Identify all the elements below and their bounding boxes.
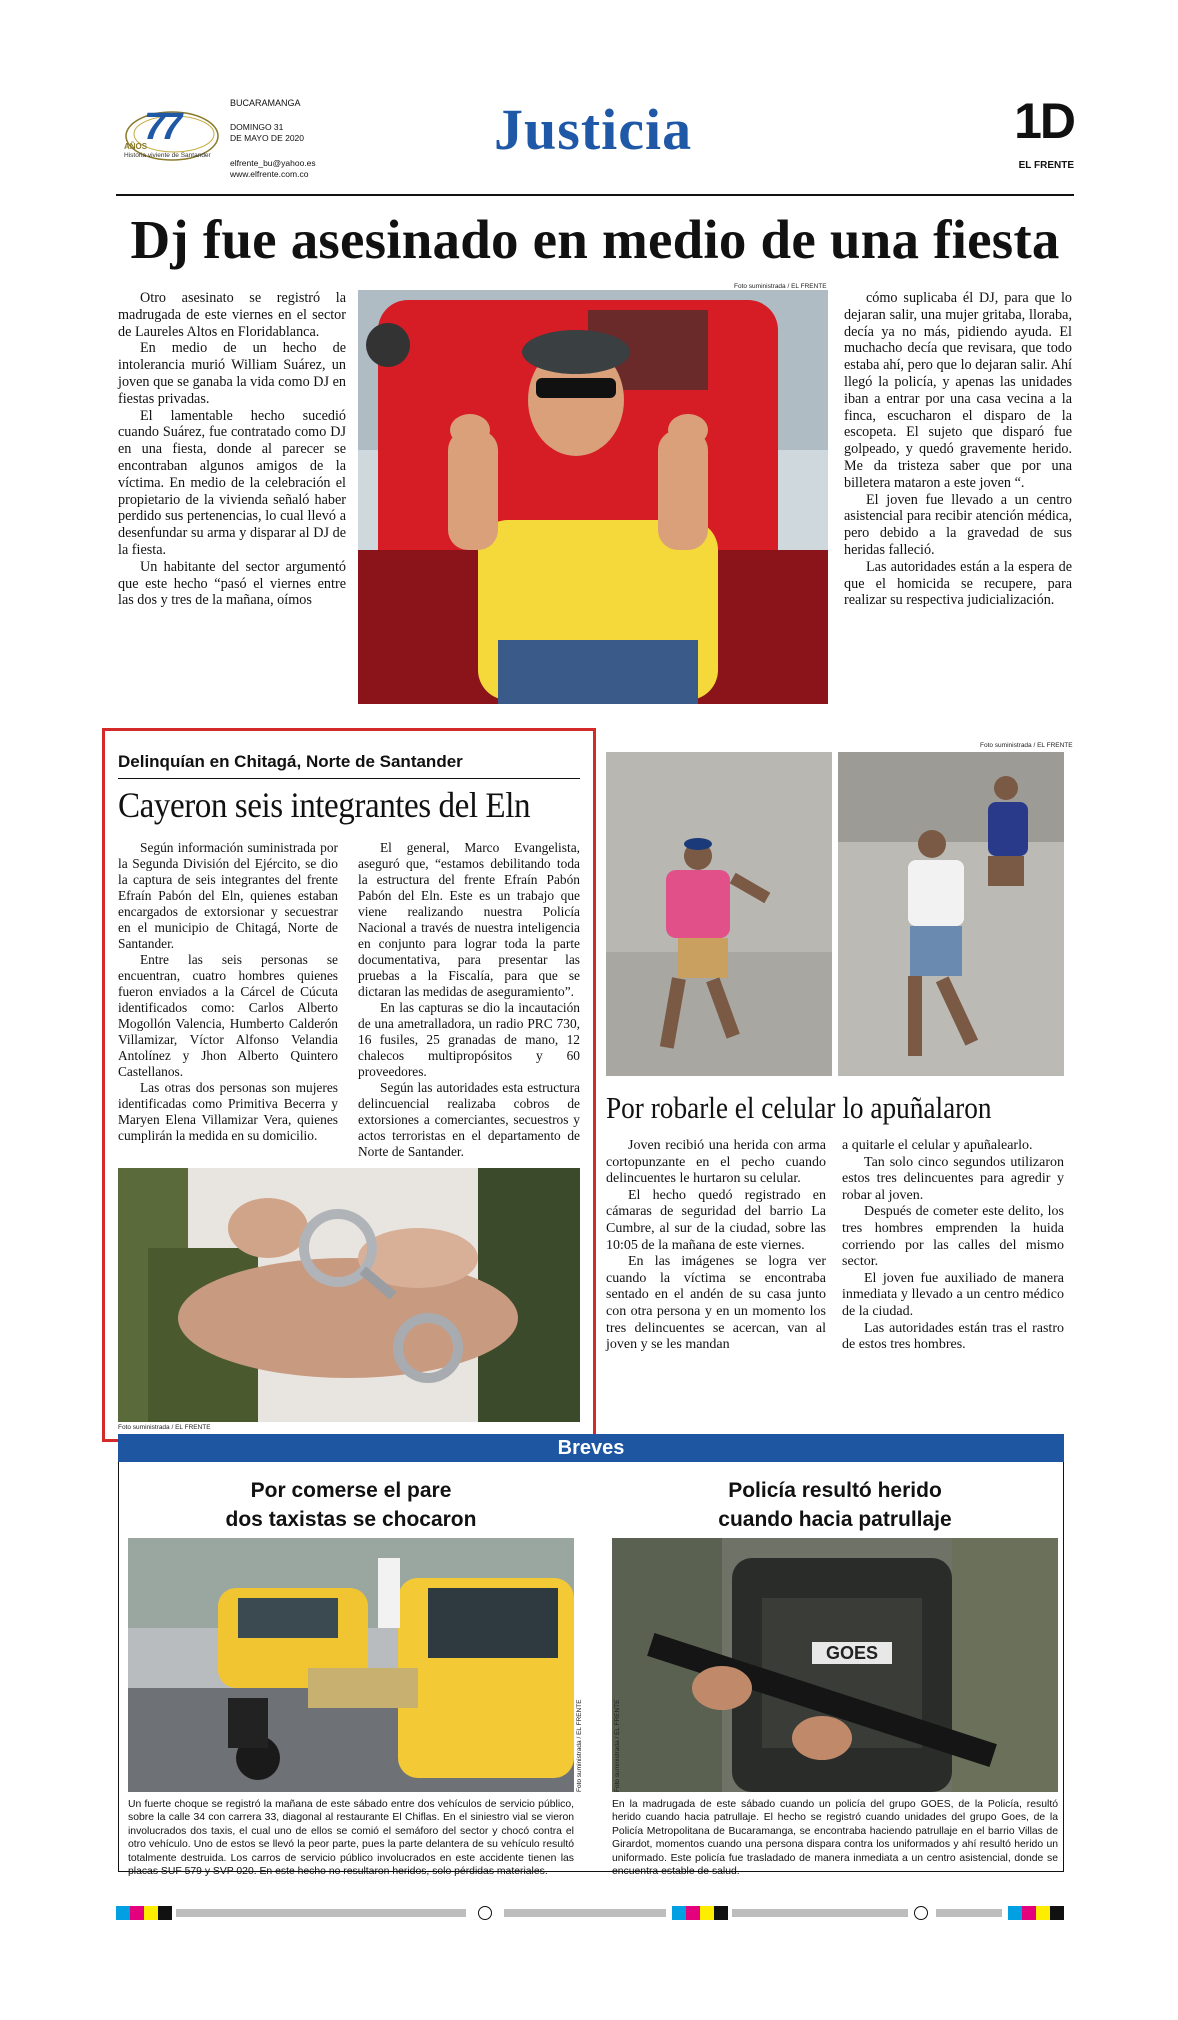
cmyk-strip-mid (672, 1906, 728, 1925)
phone-col2-p4: El joven fue auxiliado de manera inmediata y llevado a un centro médico de la ciudad. (842, 1270, 1064, 1319)
breves-bar (118, 1434, 1064, 1462)
cmyk-strip-left (116, 1906, 172, 1925)
eln-col2-p3: Según las autoridades esta estructura delincuencial realizaba cobros de extorsiones a comerciantes, secuestros y actos terroristas en el departamento de Norte de Santander. (358, 1080, 580, 1159)
breve-left-photo-credit: Foto suministrada / EL FRENTE (576, 1699, 583, 1792)
breve-right-text: En la madrugada de este sábado cuando un policía del grupo GOES, de la Policía, resultó herido cuando hacia patrullaje. El hecho se registró cuando unidades del grupo Goes, de la Policía Metropolitana de Bucaramanga, se encontraba haciendo patrullaje en el barrio Villas de Girardot, momentos cuando una persona dispara contra los uniformados y ahí resultó herido un uniformado. Este policía fue trasladado de manera inmediata a un centro asistencial, donde se encuentra estable de salud. (612, 1799, 1058, 1878)
header-rule (116, 194, 1074, 196)
eln-kicker: Delinquían en Chitagá, Norte de Santander (118, 752, 463, 771)
main-col2-p1: cómo suplicaba él DJ, para que lo dejaran salir, una mujer gritaba, lloraba, decía ya no más, pidiendo ayuda. El muchacho decía que revisara, que todo estaba ahí, pero que lo dejaran salir. Ahí llegó la policía, y apenas las unidades iban a entrar por una casa vecina a la finca, escucharon el disparo de la escopeta. El sujeto que disparó fue golpeado, y quedó gravemente herido. Me da tristeza saber que por una billetera mataron a este joven “. (844, 290, 1072, 491)
logo-tagline: Historia viviente de Santander (124, 152, 211, 159)
header-website[interactable]: www.elfrente.com.co (230, 169, 309, 179)
eln-col1-p3: Las otras dos personas son mujeres identificadas como Primitiva Becerra y Maryen Elena Villamizar Vera, quienes cumplirán la medida en su domicilio. (118, 1080, 338, 1143)
breve-right-headline-line2: cuando hacia patrullaje (718, 1508, 952, 1531)
header-date-line2: DE MAYO DE 2020 (230, 133, 305, 143)
print-marks-footer (116, 1906, 1064, 1920)
eln-story-col2 (358, 840, 580, 1160)
main-col1-p4: Un habitante del sector argumentó que este hecho “pasó el viernes entre las dos y tres de la mañana, oímos (118, 558, 346, 609)
main-col1-p1: Otro asesinato se registró la madrugada de este viernes en el sector de Laureles Altos en Floridablanca. (118, 290, 346, 340)
phone-col2-p1: a quitarle el celular y apuñalearlo. (842, 1138, 1033, 1153)
vest-label: GOES (825, 1643, 879, 1663)
breve-left-headline-line1: Por comerse el pare (250, 1479, 452, 1502)
phone-col1-p3: En las imágenes se logra ver cuando la víctima se encontraba sentado en el andén de su casa junto con otra persona y en un momento los tres delincuentes se acercan, van al joven y se les mandan (606, 1254, 826, 1353)
cmyk-strip-right (1008, 1906, 1064, 1925)
eln-kicker-rule (118, 778, 580, 779)
registration-mark-1 (478, 1906, 492, 1920)
breve-right-headline-line1: Policía resultó herido (728, 1479, 942, 1502)
gray-band-left (176, 1909, 466, 1917)
eln-col2-p2: En las capturas se dio la incautación de una ametralladora, un radio PRC 730, 16 fusiles, 25 granadas de mano, 12 chalecos multipropósitos y 60 proveedores. (358, 1000, 580, 1079)
breve-left-headline-line2: dos taxistas se chocaron (225, 1508, 477, 1531)
registration-mark-2 (914, 1906, 928, 1920)
taxi-crash-photo (128, 1538, 574, 1792)
phone-headline: Por robarle el celular lo apuñalaron (606, 1090, 992, 1125)
eln-story-col1 (118, 840, 338, 1144)
main-story-col1 (118, 290, 346, 609)
newspaper-name: EL FRENTE (1018, 160, 1074, 171)
dj-photo (358, 290, 828, 704)
phone-photo-credit: Foto suministrada / EL FRENTE (980, 742, 1073, 749)
police-photo (612, 1538, 1058, 1792)
eln-headline: Cayeron seis integrantes del Eln (118, 785, 531, 825)
breve-right-headline (612, 1476, 1058, 1534)
breve-right-photo-credit: Foto suministrada / EL FRENTE (614, 1699, 621, 1792)
header-city: BUCARAMANGA (230, 98, 301, 108)
eln-col1-p2: Entre las seis personas se encuentran, cuatro hombres quienes fueron enviados a la Cárcel de Cúcuta identificados como: Carlos Alberto Mogollón Valencia, Humberto Calderón Villamizar, Víctor Alfonso Velandia Antolínez y Jhon Alberto Quintero Castellanos. (118, 952, 338, 1079)
page-number: 1D (1014, 93, 1074, 149)
header-date-line1: DOMINGO 31 (230, 122, 284, 132)
main-story-col2 (844, 290, 1072, 609)
header-email[interactable]: elfrente_bu@yahoo.es (230, 158, 316, 168)
section-title: Justicia (494, 97, 693, 162)
main-col1-p2: En medio de un hecho de intolerancia murió William Suárez, un joven que se ganaba la vida como DJ en fiestas privadas. (118, 340, 346, 407)
logo-anos: AÑOS (124, 142, 148, 151)
main-photo-credit: Foto suministrada / EL FRENTE (734, 283, 827, 290)
phone-col1-p2: El hecho quedó registrado en cámaras de seguridad del barrio La Cumbre, al sur de la ciudad, sobre las 10:05 de la mañana de este viernes. (606, 1187, 826, 1253)
main-col2-p3: Las autoridades están a la espera de que el homicida se recupere, para realizar su respectiva judicialización. (844, 558, 1072, 609)
phone-col1-p1: Joven recibió una herida con arma cortopunzante en el pecho cuando delincuentes le hurtaron su celular. (606, 1138, 826, 1187)
cctv-photo-right (838, 752, 1064, 1076)
breves-title: Breves (557, 1437, 625, 1459)
gray-band-mid (504, 1909, 666, 1917)
phone-col2-p3: Después de cometer este delito, los tres hombres emprenden la huida corriendo por las calles del mismo sector. (842, 1204, 1064, 1270)
handcuffs-photo (118, 1168, 580, 1422)
main-headline: Dj fue asesinado en medio de una fiesta (130, 209, 1060, 270)
logo-number: 77 (144, 106, 179, 148)
phone-col2-p5: Las autoridades están tras el rastro de estos tres hombres. (842, 1320, 1064, 1353)
breve-left-text: Un fuerte choque se registró la mañana de este sábado entre dos vehículos de servicio público, sobre la calle 34 con carrera 33, diagonal al restaurante El Chiflas. En el siniestro vial se vieron involucrados dos taxis, el cual uno de ellos se comió el semáforo del sector y chocó contra el otro vehículo. Uno de estos se llevó la peor parte, pues la parte delantera de su vehículo resultó totalmente destruida. Los carros de servicio público involucrados en este accidente tienen las placas SUF 579 y SVP 020. En este hecho no resultaron heridos, solo pérdidas materiales. (128, 1799, 574, 1878)
main-col2-p2: El joven fue llevado a un centro asistencial para recibir atención médica, pero debido a la gravedad de sus heridas falleció. (844, 491, 1072, 558)
cctv-photo-left (606, 752, 832, 1076)
eln-col1-p1: Según información suministrada por la Segunda División del Ejército, se dio la captura de seis integrantes del frente Efraín Pabón del Eln, quienes estaban encargados de extorsionar y secuestrar en el municipio de Chitagá, Norte de Santander. (118, 840, 338, 951)
main-col1-p3: El lamentable hecho sucedió cuando Suárez, fue contratado como DJ en una fiesta, donde al parecer se encontraban algunos amigos de la víctima. En medio de la celebración el propietario de la vivienda señaló haber perdido sus pertenencias, lo cual llevó a desenfundar su arma y disparar al DJ de la fiesta. (118, 407, 346, 558)
masthead (116, 93, 1074, 194)
gray-band-mid2 (732, 1909, 908, 1917)
phone-story-col1 (606, 1138, 826, 1354)
breve-left-headline (128, 1476, 574, 1534)
eln-photo-credit: Foto suministrada / EL FRENTE (118, 1424, 211, 1431)
eln-col2-p1: El general, Marco Evangelista, aseguró que, “estamos debilitando toda la estructura del frente Efraín Pabón Pabón del Eln. Este es un trabajo que viene realizando nuestra Policía Nacional a través de nuestra inteligencia en conjunto para lograr toda la parte documentativa, para presentar las pruebas a la Fiscalía, para que se dictaran las medidas de aseguramiento”. (358, 840, 580, 999)
phone-col2-p2: Tan solo cinco segundos utilizaron estos tres delincuentes para agredir y robar al joven. (842, 1154, 1064, 1203)
phone-story-col2 (842, 1138, 1064, 1354)
anniversary-logo (124, 104, 224, 168)
gray-band-right (936, 1909, 1002, 1917)
